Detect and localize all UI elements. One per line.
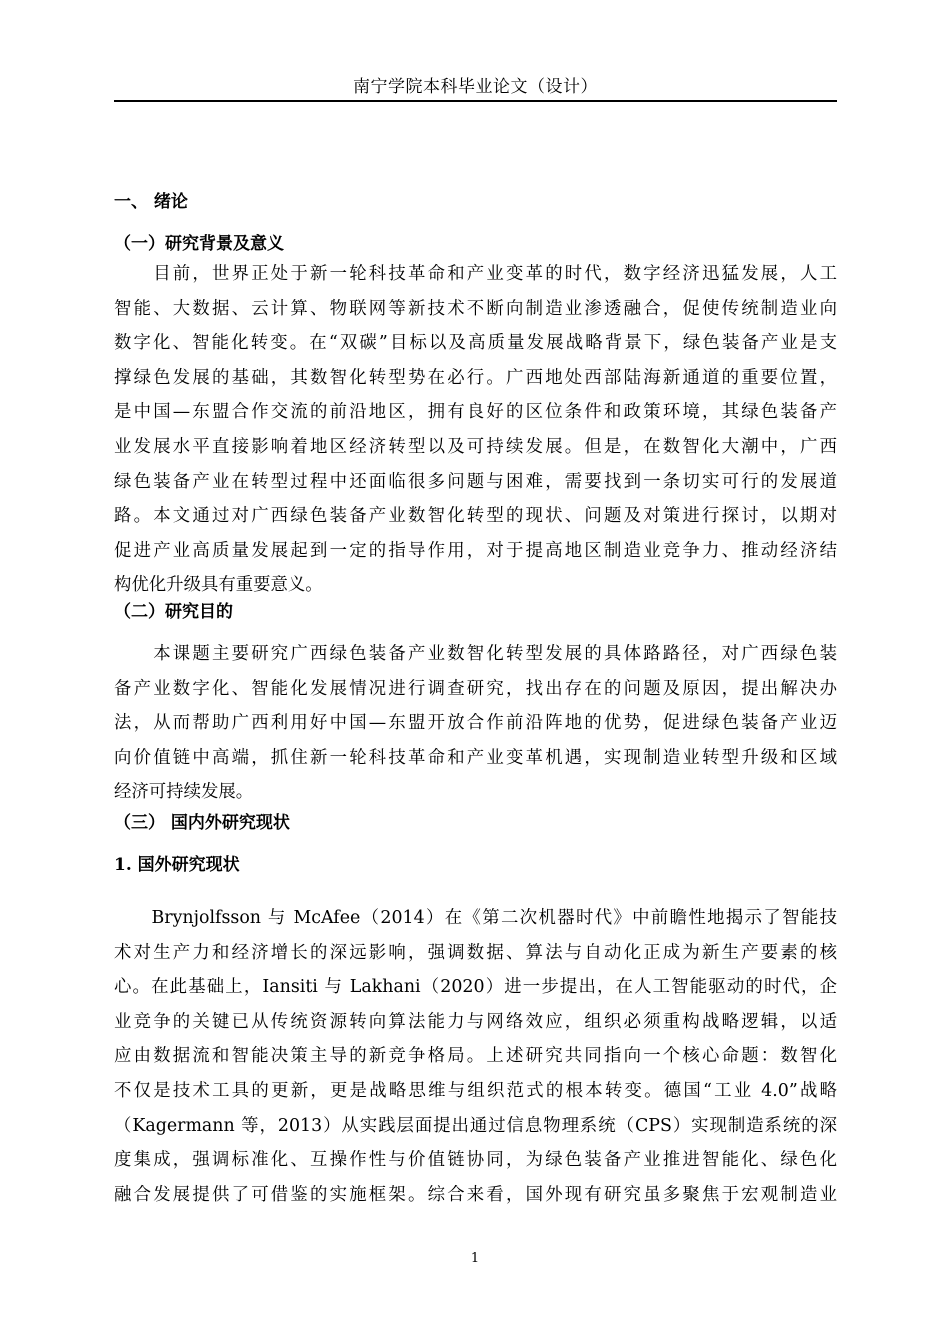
section-heading-purpose: （二）研究目的 — [114, 602, 233, 622]
page-number: 1 — [470, 1251, 480, 1266]
text-line: 构优化升级具有重要意义。 — [114, 575, 323, 596]
text-line: 业发展水平直接影响着地区经济转型以及可持续发展。但是，在数智化大潮中，广西 — [114, 436, 837, 457]
text-line: 经济可持续发展。 — [114, 782, 254, 803]
header-rule — [114, 100, 837, 102]
chapter-heading: 一、 绪论 — [114, 192, 188, 212]
text-line: 智能、大数据、云计算、物联网等新技术不断向制造业渗透融合，促使传统制造业向 — [114, 298, 837, 319]
text-line: 备产业数字化、智能化发展情况进行调查研究，找出存在的问题及原因，提出解决办 — [114, 678, 837, 699]
text-line: （Kagermann 等，2013）从实践层面提出通过信息物理系统（CPS）实现制造系统的深 — [114, 1115, 837, 1136]
text-line: 向价值链中高端，抓住新一轮科技革命和产业变革机遇，实现制造业转型升级和区域 — [114, 747, 837, 768]
text-line: 是中国—东盟合作交流的前沿地区，拥有良好的区位条件和政策环境，其绿色装备产 — [114, 402, 837, 423]
text-line: 路。本文通过对广西绿色装备产业数智化转型的现状、问题及对策进行探讨，以期对 — [114, 506, 837, 527]
text-line: 业竞争的关键已从传统资源转向算法能力与网络效应，组织必须重构战略逻辑，以适 — [114, 1011, 837, 1032]
paragraph-foreign — [114, 901, 837, 1212]
paragraph-background — [114, 257, 837, 603]
text-line: 法，从而帮助广西利用好中国—东盟开放合作前沿阵地的优势，促进绿色装备产业迈 — [114, 713, 837, 734]
text-line: 绿色装备产业在转型过程中还面临很多问题与困难，需要找到一条切实可行的发展道 — [114, 471, 837, 492]
text-line: 不仅是技术工具的更新，更是战略思维与组织范式的根本转变。德国“工业 4.0”战略 — [114, 1080, 837, 1101]
paragraph-purpose — [114, 637, 837, 810]
section-heading-background: （一）研究背景及意义 — [114, 234, 284, 254]
text-line: 度集成，强调标准化、互操作性与价值链协同，为绿色装备产业推进智能化、绿色化 — [114, 1150, 837, 1171]
text-line: 本课题主要研究广西绿色装备产业数智化转型发展的具体路路径，对广西绿色装 — [114, 644, 837, 664]
text-line: 融合发展提供了可借鉴的实施框架。综合来看，国外现有研究虽多聚焦于宏观制造业 — [114, 1184, 837, 1205]
text-line: 目前，世界正处于新一轮科技革命和产业变革的时代，数字经济迅猛发展，人工 — [114, 264, 837, 284]
subsection-heading-foreign: 1. 国外研究现状 — [114, 855, 240, 875]
text-line: 应由数据流和智能决策主导的新竞争格局。上述研究共同指向一个核心命题：数智化 — [114, 1046, 837, 1067]
header-title: 南宁学院本科毕业论文（设计） — [353, 77, 598, 97]
text-line: 撑绿色发展的基础，其数智化转型势在必行。广西地处西部陆海新通道的重要位置， — [114, 367, 837, 388]
section-heading-research-status: （三） 国内外研究现状 — [114, 813, 290, 833]
text-line: 心。在此基础上，Iansiti 与 Lakhani（2020）进一步提出，在人工智能驱动的时代，企 — [114, 977, 837, 998]
text-line: 数字化、智能化转变。在“双碳”目标以及高质量发展战略背景下，绿色装备产业是支 — [114, 333, 837, 354]
text-line: 促进产业高质量发展起到一定的指导作用，对于提高地区制造业竞争力、推动经济结 — [114, 540, 837, 561]
text-line: Brynjolfsson 与 McAfee（2014）在《第二次机器时代》中前瞻性地揭示了智能技 — [114, 908, 837, 928]
text-line: 术对生产力和经济增长的深远影响，强调数据、算法与自动化正成为新生产要素的核 — [114, 942, 837, 963]
